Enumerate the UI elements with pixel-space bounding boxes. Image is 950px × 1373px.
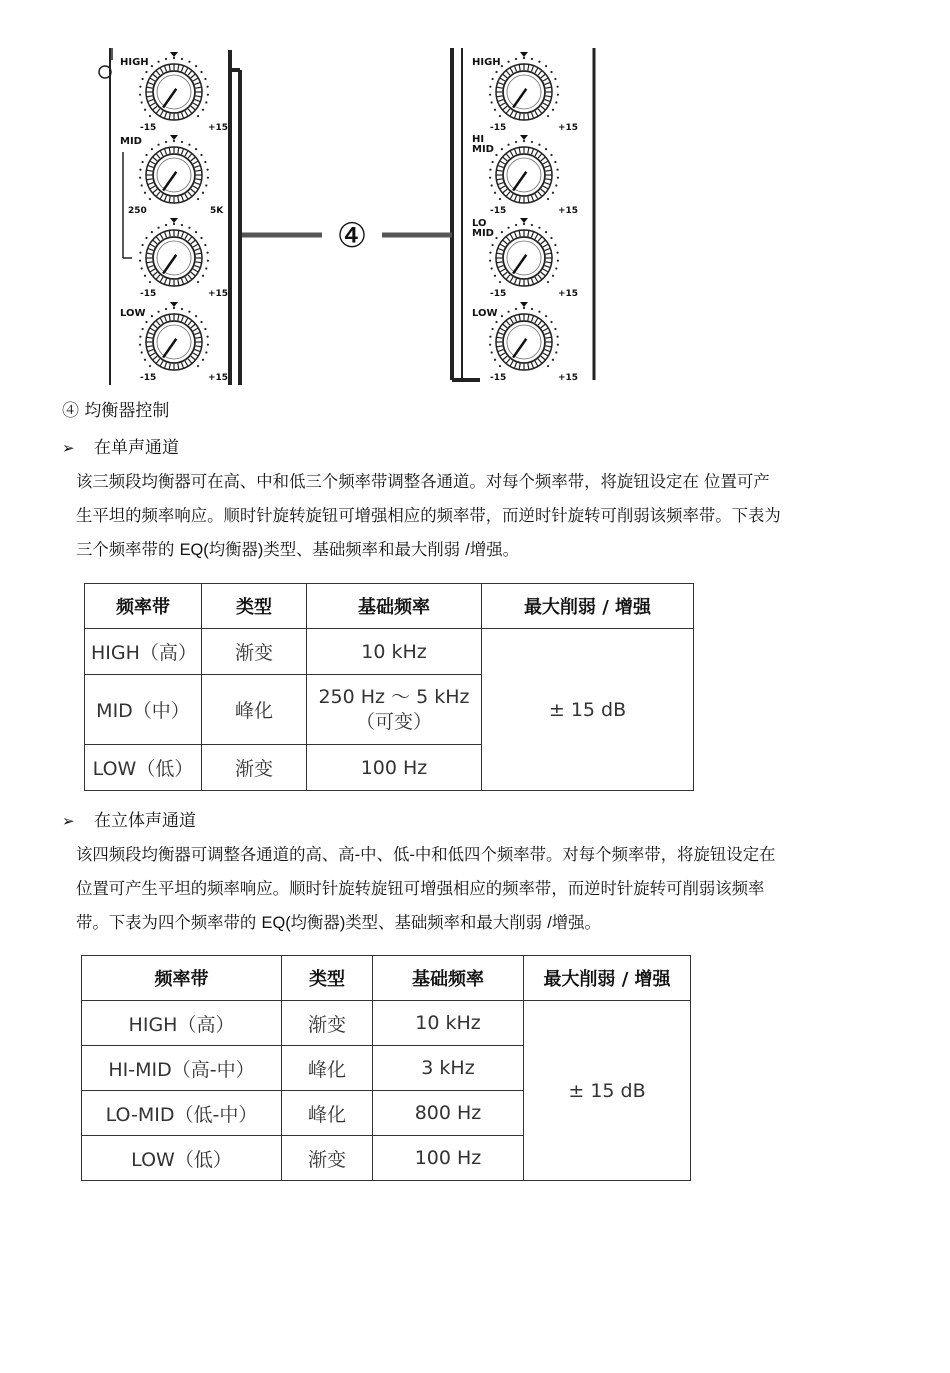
freq-text: 250 Hz ～ 5 kHz [318,685,470,708]
band-cell: HIGH（高） [82,1001,282,1046]
text-run: 增强。 [469,540,519,559]
text-run: EQ( [261,914,291,932]
type-cell: 渐变 [202,745,307,791]
eq-knob-icon [139,218,209,286]
paragraph-line: 该三频段均衡器可在高、中和低三个频率带调整各通道。对每个频率带，将旋钮设定在 位置可产 [76,472,770,491]
freq-cell [307,675,482,745]
type-cell: 峰化 [282,1091,373,1136]
knob-range-min: -15 [140,373,157,383]
type-cell: 峰化 [282,1046,373,1091]
eq-knob-icon [139,52,209,120]
paragraph-line [76,906,918,940]
type-cell: 渐变 [202,629,307,675]
stereo-eq-table [81,955,691,1181]
table-header: 频率带 [85,584,202,629]
eq-knob-icon [489,135,559,203]
bullet-arrow-icon: ➢ [62,439,75,457]
band-cell: LOW（低） [82,1136,282,1181]
knob-range-max: +15 [208,123,229,133]
table-header: 基础频率 [307,584,482,629]
type-cell: 渐变 [282,1001,373,1046]
knob-range-max: +15 [208,289,229,299]
callout-number: ④ [336,216,368,256]
text-run: 三个频率带的 [76,540,180,559]
eq-knob-icon [139,135,209,203]
table-header: 基础频率 [373,956,524,1001]
knob-range-min: -15 [490,123,507,133]
knob-range-max: +15 [558,373,579,383]
max-cell: ± 15 dB [482,629,694,791]
table-header: 类型 [282,956,373,1001]
stereo-lo-label: LO [472,218,487,229]
knob-range-max: +15 [558,206,579,216]
band-cell: LO-MID（低-中） [82,1091,282,1136]
knob-range-min: -15 [490,373,507,383]
mono-high-label: HIGH [120,57,149,68]
text-run: 均衡器 [290,913,340,932]
text-run: ) [257,541,264,559]
text-run: / [547,914,552,932]
bullet-arrow-icon: ➢ [62,812,75,830]
text-run: 类型、基础频率和最大削弱 [345,913,548,932]
band-cell: HIGH（高） [85,629,202,675]
knob-range-min: -15 [490,289,507,299]
table-header: 最大削弱 / 增强 [524,956,691,1001]
max-cell: ± 15 dB [524,1001,691,1181]
stereo-hi-mid-label: MID [472,144,494,155]
freq-cell: 100 Hz [373,1136,524,1181]
mono-low-label: LOW [120,308,146,319]
stereo-high-label: HIGH [472,57,501,68]
table-header: 类型 [202,584,307,629]
text-run: 类型、基础频率和最大削弱 [263,540,466,559]
mono-paragraph [76,465,918,567]
table-row [82,1001,691,1046]
type-cell: 渐变 [282,1136,373,1181]
eq-knob-icon [489,302,559,370]
freq-cell: 3 kHz [373,1046,524,1091]
mono-heading-text: 在单声通道 [94,438,179,458]
figure-caption: ④ 均衡器控制 [62,401,170,421]
knob-range-max: +15 [558,123,579,133]
knob-range-min: -15 [140,289,157,299]
table-header-row [82,956,691,1001]
band-cell: HI-MID（高-中） [82,1046,282,1091]
text-run: 均衡器 [208,540,258,559]
eq-knob-icon [139,302,209,370]
knob-range-max: 5K [210,206,224,216]
freq-cell: 10 kHz [307,629,482,675]
paragraph-line: 生平坦的频率响应。顺时针旋转旋钮可增强相应的频率带，而逆时针旋转可削弱该频率带。下表为 [76,506,781,525]
mono-mid-label: MID [120,136,142,147]
paragraph-line: 该四频段均衡器可调整各通道的高、高-中、低-中和低四个频率带。对每个频率带，将旋钮设定在 [76,845,776,864]
paragraph-line [76,533,918,567]
text-run: EQ( [179,541,209,559]
stereo-heading-text: 在立体声通道 [94,811,196,831]
freq-note: （可变） [355,710,432,733]
text-run: / [465,541,470,559]
text-run: ) [339,914,346,932]
mono-eq-table [84,583,694,791]
stereo-lo-mid-label: MID [472,228,494,239]
stereo-hi-label: HI [472,134,485,145]
mono-heading [62,433,179,458]
table-row [85,629,694,675]
freq-cell: 800 Hz [373,1091,524,1136]
stereo-heading [62,806,196,831]
stereo-paragraph [76,838,918,940]
table-header: 频率带 [82,956,282,1001]
knob-range-max: +15 [208,373,229,383]
band-cell: MID（中） [85,675,202,745]
band-cell: LOW（低） [85,745,202,791]
knob-range-min: -15 [140,123,157,133]
eq-panel-illustration [60,40,620,390]
freq-cell: 100 Hz [307,745,482,791]
text-run: 增强。 [551,913,601,932]
knob-range-min: 250 [128,206,147,216]
eq-knob-icon [489,218,559,286]
paragraph-line: 位置可产生平坦的频率响应。顺时针旋转旋钮可增强相应的频率带，而逆时针旋转可削弱该频率 [76,879,765,898]
table-header-row [85,584,694,629]
freq-cell: 10 kHz [373,1001,524,1046]
text-run: 带。下表为四个频率带的 [76,913,262,932]
knob-range-max: +15 [558,289,579,299]
eq-control-figure [60,40,620,390]
stereo-low-label: LOW [472,308,498,319]
knob-range-min: -15 [490,206,507,216]
type-cell: 峰化 [202,675,307,745]
table-header: 最大削弱 / 增强 [482,584,694,629]
